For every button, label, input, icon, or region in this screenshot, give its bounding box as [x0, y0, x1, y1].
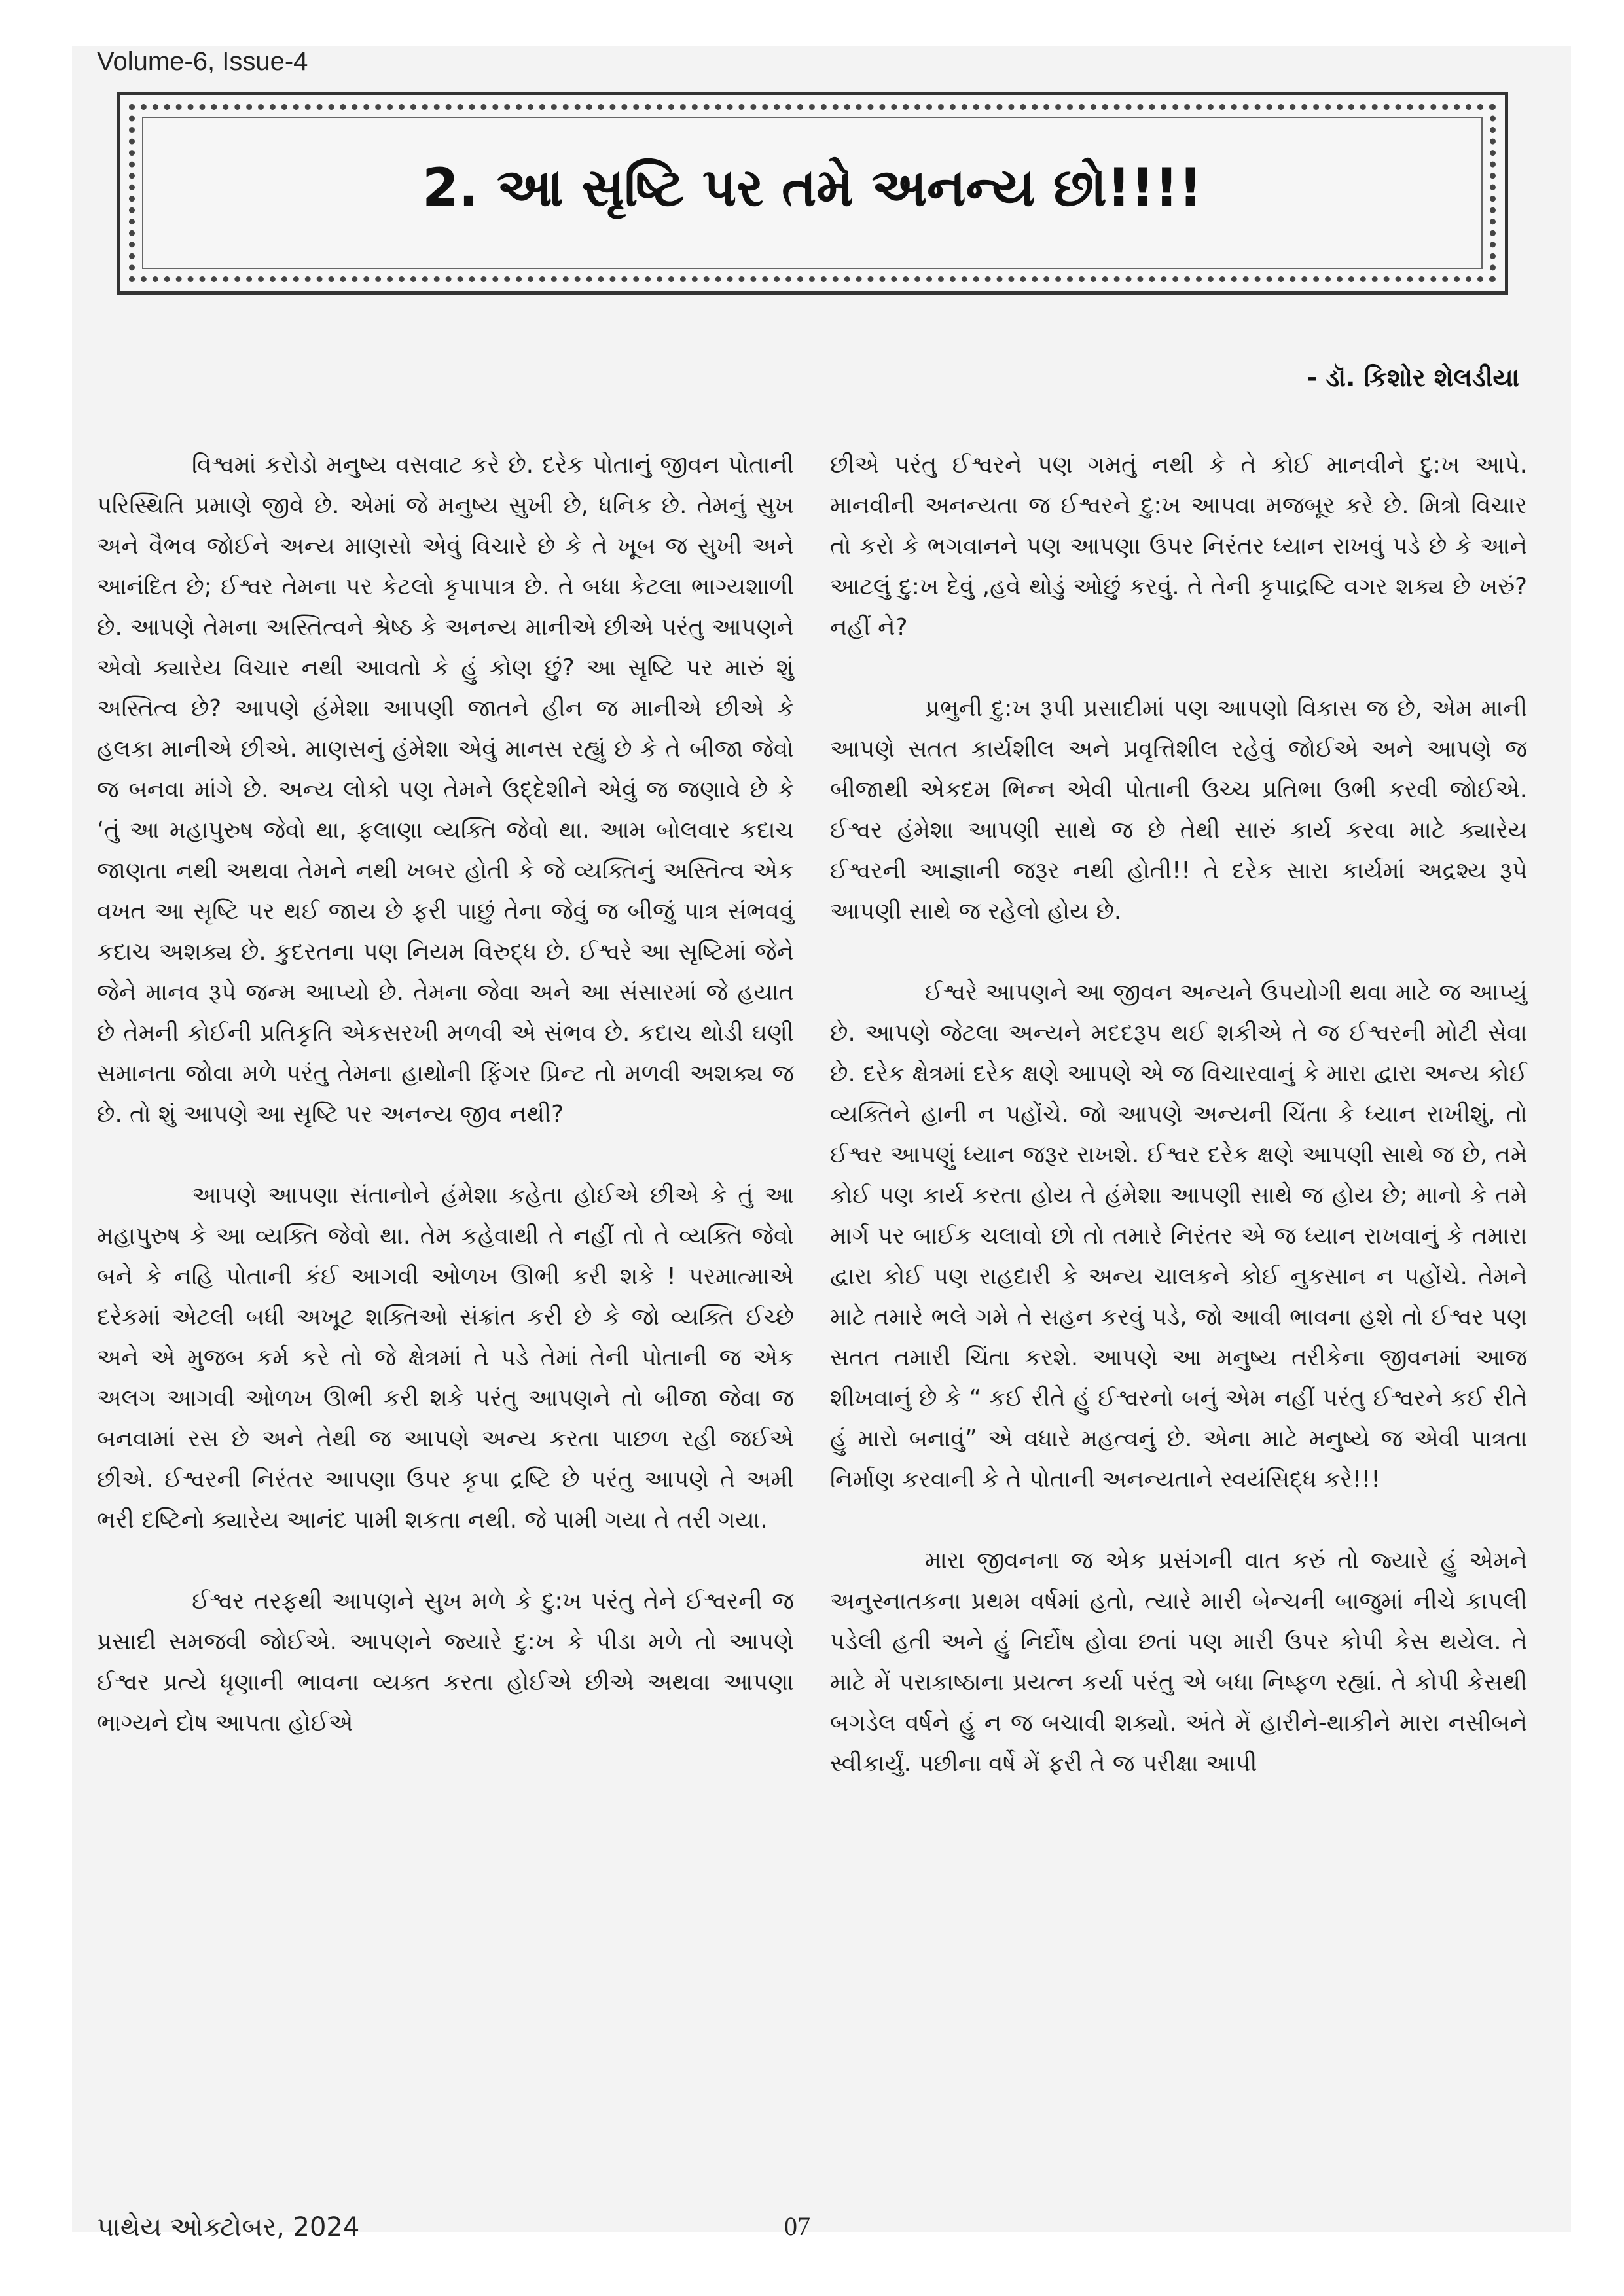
- paragraph: ઈશ્વર તરફથી આપણને સુખ મળે કે દુ:ખ પરંતુ તેને ઈશ્વરની જ પ્રસાદી સમજવી જોઈએ. આપણને જ્યારે દુ:ખ કે પીડા મળે તો આપણે ઈશ્વર પ્રત્યે ધૃણાની ભાવના વ્યક્ત કરતા હોઈએ છીએ અથવા આપણા ભાગ્યને દોષ આપતા હોઈએ: [97, 1588, 794, 1736]
- paragraph: પ્રભુની દુ:ખ રૂપી પ્રસાદીમાં પણ આપણો વિકાસ જ છે, એમ માની આપણે સતત કાર્યશીલ અને પ્રવૃત્તિશીલ રહેવું જોઈએ અને આપણે જ બીજાથી એકદમ ભિન્ન એવી પોતાની ઉચ્ચ પ્રતિભા ઉભી કરવી જોઈએ. ઈશ્વર હંમેશા આપણી સાથે જ છે તેથી સારું કાર્ય કરવા માટે ક્યારેય ઈશ્વરની આજ્ઞાની જરૂર નથી હોતી!! તે દરેક સારા કાર્યમાં અદ્રશ્ય રૂપે આપણી સાથે જ રહેલો હોય છે.: [830, 695, 1527, 925]
- title-frame: [117, 92, 1508, 295]
- volume-issue: Volume-6, Issue-4: [97, 47, 308, 76]
- paragraph: મારા જીવનના જ એક પ્રસંગની વાત કરું તો જ્યારે હું એમને અનુસ્નાતકના પ્રથમ વર્ષમાં હતો, ત્યારે મારી બેન્ચની બાજુમાં નીચે કાપલી પડેલી હતી અને હું નિર્દોષ હોવા છતાં પણ મારી ઉપર કોપી કેસ થયેલ. તે માટે મેં પરાકાષ્ઠાના પ્રયત્ન કર્યા પરંતુ એ બધા નિષ્ફળ રહ્યાં. તે કોપી કેસથી બગડેલ વર્ષને હું ન જ બચાવી શક્યો. અંતે મેં હારીને-થાકીને મારા નસીબને સ્વીકાર્યું. પછીના વર્ષે મેં ફરી તે જ પરીક્ષા આપી: [830, 1547, 1527, 1777]
- page-number: 07: [784, 2212, 810, 2241]
- paragraph: વિશ્વમાં કરોડો મનુષ્ય વસવાટ કરે છે. દરેક પોતાનું જીવન પોતાની પરિસ્થિતિ પ્રમાણે જીવે છે. એમાં જે મનુષ્ય સુખી છે, ધનિક છે. તેમનું સુખ અને વૈભવ જોઈને અન્ય માણસો એવું વિચારે છે કે તે ખૂબ જ સુખી અને આનંદિત છે; ઈશ્વર તેમના પર કેટલો કૃપાપાત્ર છે. તે બધા કેટલા ભાગ્યશાળી છે. આપણે તેમના અસ્તિત્વને શ્રેષ્ઠ કે અનન્ય માનીએ છીએ પરંતુ આપણને એવો ક્યારેય વિચાર નથી આવતો કે હું કોણ છું? આ સૃષ્ટિ પર મારું શું અસ્તિત્વ છે? આપણે હંમેશા આપણી જાતને હીન જ માનીએ છીએ કે હલકા માનીએ છીએ. માણસનું હંમેશા એવું માનસ રહ્યું છે કે તે બીજા જેવો જ બનવા માંગે છે. અન્ય લોકો પણ તેમને ઉદ્દેશીને એવું જ જણાવે છે કે ‘તું આ મહાપુરુષ જેવો થા, ફલાણા વ્યક્તિ જેવો થા. આમ બોલવાર કદાચ જાણતા નથી અથવા તેમને નથી ખબર હોતી કે જે વ્યક્તિનું અસ્તિત્વ એક વખત આ સૃષ્ટિ પર થઈ જાય છે ફરી પાછું તેના જેવું જ બીજું પાત્ર સંભવવું કદાચ અશક્ય છે. કુદરતના પણ નિયમ વિરુદ્ધ છે. ઈશ્વરે આ સૃષ્ટિમાં જેને જેને માનવ રૂપે જન્મ આપ્યો છે. તેમના જેવા અને આ સંસારમાં જે હયાત છે તેમની કોઈની પ્રતિકૃતિ એકસરખી મળવી એ સંભવ છે. કદાચ થોડી ઘણી સમાનતા જોવા મળે પરંતુ તેમના હાથોની ફિંગર પ્રિન્ટ તો મળવી અશક્ય જ છે. તો શું આપણે આ સૃષ્ટિ પર અનન્ય જીવ નથી?: [97, 452, 794, 1128]
- right-column: [830, 445, 1527, 1784]
- left-column: [97, 445, 794, 1744]
- paragraph: આપણે આપણા સંતાનોને હંમેશા કહેતા હોઈએ છીએ કે તું આ મહાપુરુષ કે આ વ્યક્તિ જેવો થા. તેમ કહેવાથી તે નહીં તો તે વ્યક્તિ જેવો બને કે નહિ પોતાની કંઈ આગવી ઓળખ ઊભી કરી શકે ! પરમાત્માએ દરેકમાં એટલી બધી અખૂટ શક્તિઓ સંક્રાંત કરી છે કે જો વ્યક્તિ ઈચ્છે અને એ મુજબ કર્મ કરે તો જે ક્ષેત્રમાં તે પડે તેમાં તેની પોતાની જ એક અલગ આગવી ઓળખ ઊભી કરી શકે પરંતુ આપણને તો બીજા જેવા જ બનવામાં રસ છે અને તેથી જ આપણે અન્ય કરતા પાછળ રહી જઈએ છીએ. ઈશ્વરની નિરંતર આપણા ઉપર કૃપા દ્રષ્ટિ છે પરંતુ આપણે તે અમી ભરી દષ્ટિનો ક્યારેય આનંદ પામી શકતા નથી. જે પામી ગયા તે તરી ગયા.: [97, 1182, 794, 1534]
- article-title: 2. આ સૃષ્ટિ પર તમે અનન્ય છો!!!!: [422, 157, 1202, 218]
- paragraph: છીએ પરંતુ ઈશ્વરને પણ ગમતું નથી કે તે કોઈ માનવીને દુ:ખ આપે. માનવીની અનન્યતા જ ઈશ્વરને દુ:ખ આપવા મજબૂર કરે છે. મિત્રો વિચાર તો કરો કે ભગવાનને પણ આપણા ઉપર નિરંતર ધ્યાન રાખવું પડે છે કે આને આટલું દુ:ખ દેવું ,હવે થોડું ઓછું કરવું. તે તેની કૃપાદ્રષ્ટિ વગર શક્ય છે ખરું? નહીં ને?: [830, 452, 1527, 641]
- paragraph: ઈશ્વરે આપણને આ જીવન અન્યને ઉપયોગી થવા માટે જ આપ્યું છે. આપણે જેટલા અન્યને મદદરૂપ થઈ શકીએ તે જ ઈશ્વરની મોટી સેવા છે. દરેક ક્ષેત્રમાં દરેક ક્ષણે આપણે એ જ વિચારવાનું કે મારા દ્વારા અન્ય કોઈ વ્યક્તિને હાની ન પહોંચે. જો આપણે અન્યની ચિંતા કે ધ્યાન રાખીશું, તો ઈશ્વર આપણું ધ્યાન જરૂર રાખશે. ઈશ્વર દરેક ક્ષણે આપણી સાથે જ છે, તમે કોઈ પણ કાર્ય કરતા હોય તે હંમેશા આપણી સાથે જ હોય છે; માનો કે તમે માર્ગ પર બાઈક ચલાવો છો તો તમારે નિરંતર એ જ ધ્યાન રાખવાનું કે તમારા દ્વારા કોઈ પણ રાહદારી કે અન્ય ચાલકને કોઈ નુકસાન ન પહોંચે. તેમને માટે તમારે ભલે ગમે તે સહન કરવું પડે, જો આવી ભાવના હશે તો ઈશ્વર પણ સતત તમારી ચિંતા કરશે. આપણે આ મનુષ્ય તરીકેના જીવનમાં આજ શીખવાનું છે કે “ કઈ રીતે હું ઈશ્વરનો બનું એમ નહીં પરંતુ ઈશ્વરને કઈ રીતે હું મારો બનાવું” એ વધારે મહત્વનું છે. એના માટે મનુષ્યે જ એવી પાત્રતા નિર્માણ કરવાની કે તે પોતાની અનન્યતાને સ્વયંસિદ્ધ કરે!!!: [830, 979, 1527, 1493]
- article-author: - ડૉ. કિશોર શેલડીયા: [1307, 363, 1519, 392]
- footer-publication: પાથેય ઓક્ટોબર, 2024: [97, 2212, 360, 2242]
